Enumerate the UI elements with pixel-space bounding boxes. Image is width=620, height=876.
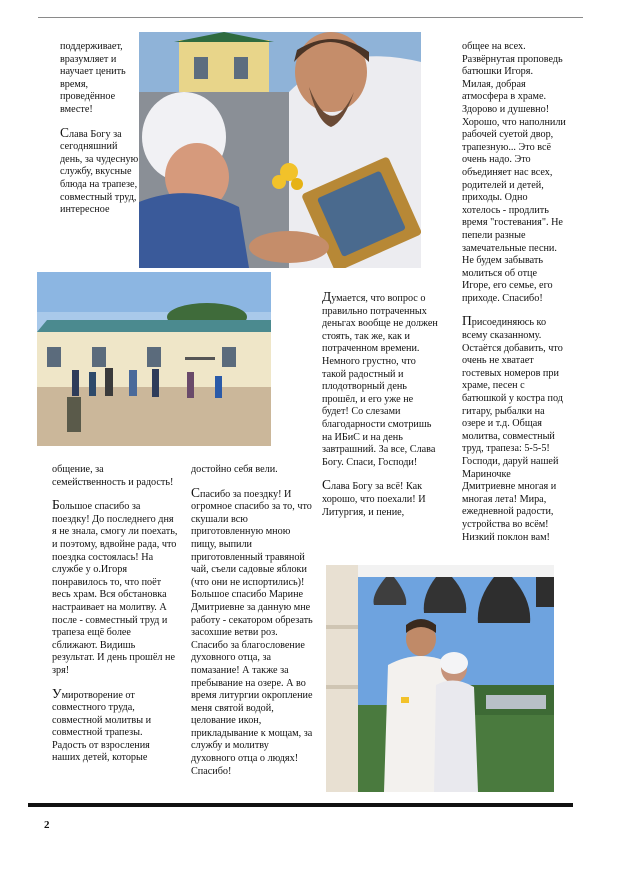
article-col2-bottom <box>191 464 313 778</box>
paragraph: поддерживает, вразумляет и научает ценить время, проведённое вместе! <box>60 41 126 115</box>
top-rule <box>38 17 583 18</box>
article-col1-bottom <box>52 464 178 765</box>
paragraph: Присоединяюсь ко всему сказанному. Остаётся добавить, что очень не хватает гостевых номеров при храме, песен с батюшкой у костра под гитару, рыбалки на озере и т.д. Общая молитва, совместный труд, трапеза: 5-5-5! Господи, даруй нашей Мариночке Дмитриевне многая и многая лета! Мира, ежедневной радости, устройства во всём! Низкий поклон вам! <box>462 313 563 543</box>
photo-icon-veneration-image <box>139 32 421 268</box>
photo-courtyard <box>37 272 271 446</box>
paragraph: Слава Богу за всё! Как хорошо, что поехали! И Литургия, и пение, <box>322 477 426 518</box>
article-col2-mid <box>322 291 442 519</box>
paragraph: Большое спасибо за поездку! До последнего дня я не знала, смогу ли поехать, и поэтому, вдвойне рада, что поездка состоялась! На службе у о.Игоря понравилось то, что поёт весь храм. Вся обстановка настраивает на молитву. А после - совместный труд и трапеза ещё более сближают. Видишь результат. И день прошёл не зря! <box>52 497 178 676</box>
paragraph: Спасибо за поездку! И огромное спасибо за то, что скушали всю приготовленную мною пищу, выпили приготовленный травяной чай, съели садовые яблоки (что они не испортились)! Большое спасибо Марине Дмитриевне за данную мне работу - секатором обрезать засохшие ветви роз. Спасибо за благословение духовного отца, за помазание! А также за пребывание на озере. А во время литургии окропление меня святой водой, целование икон, прикладывание к мощам, за службу и молитву духовного отца о людях! Спасибо! <box>191 484 313 777</box>
paragraph: Умиротворение от совместного труда, совместной молитвы и совместной трапезы. Радость от взросления наших детей, которые <box>52 685 152 764</box>
paragraph: общее на всех. Развёрнутая проповедь батюшки Игоря. Милая, добрая атмосфера в храме. Здорово и душевно! Хорошо, что наполнили рабочей суетой двор, трапезную... Это всё очень надо. Это объединяет нас всех, родителей и детей, приходы. Одно хотелось - продлить время "гостевания". Не пепели разные замечательные песни. Не будем забывать молиться об отце Игоре, его семье, его приходе. Спасибо! <box>462 41 566 304</box>
photo-courtyard-image <box>37 272 271 446</box>
photo-bell-tower-image <box>326 565 554 792</box>
drop-cap: С <box>60 124 70 140</box>
drop-cap: Б <box>52 497 60 513</box>
page-number: 2 <box>44 819 50 831</box>
drop-cap: П <box>462 313 472 329</box>
drop-cap: С <box>191 484 201 500</box>
drop-cap: С <box>322 477 332 493</box>
paragraph: Слава Богу за сегодняшний день, за чудесную службу, вкусные блюда на трапезе, совместный труд, интересное <box>60 124 139 216</box>
photo-icon-veneration <box>139 32 421 268</box>
bottom-rule <box>28 803 573 807</box>
paragraph: Думается, что вопрос о правильно потраченных деньгах вообще не должен стоять, так же, как и потраченном времени. Немного грустно, что такой радостный и плодотворный день прошёл, и его уже не будет! Со слезами благодарности смотришь на ИБиС и на день завтрашний. За все, Слава Богу. Спаси, Господи! <box>322 289 438 468</box>
photo-bell-tower <box>326 565 554 792</box>
drop-cap: У <box>52 685 62 701</box>
paragraph: достойно себя вели. <box>191 464 278 475</box>
drop-cap: Д <box>322 289 332 304</box>
article-col3-top <box>462 41 566 544</box>
article-col1-top <box>60 41 140 217</box>
paragraph: общение, за семейственность и радость! <box>52 464 174 488</box>
